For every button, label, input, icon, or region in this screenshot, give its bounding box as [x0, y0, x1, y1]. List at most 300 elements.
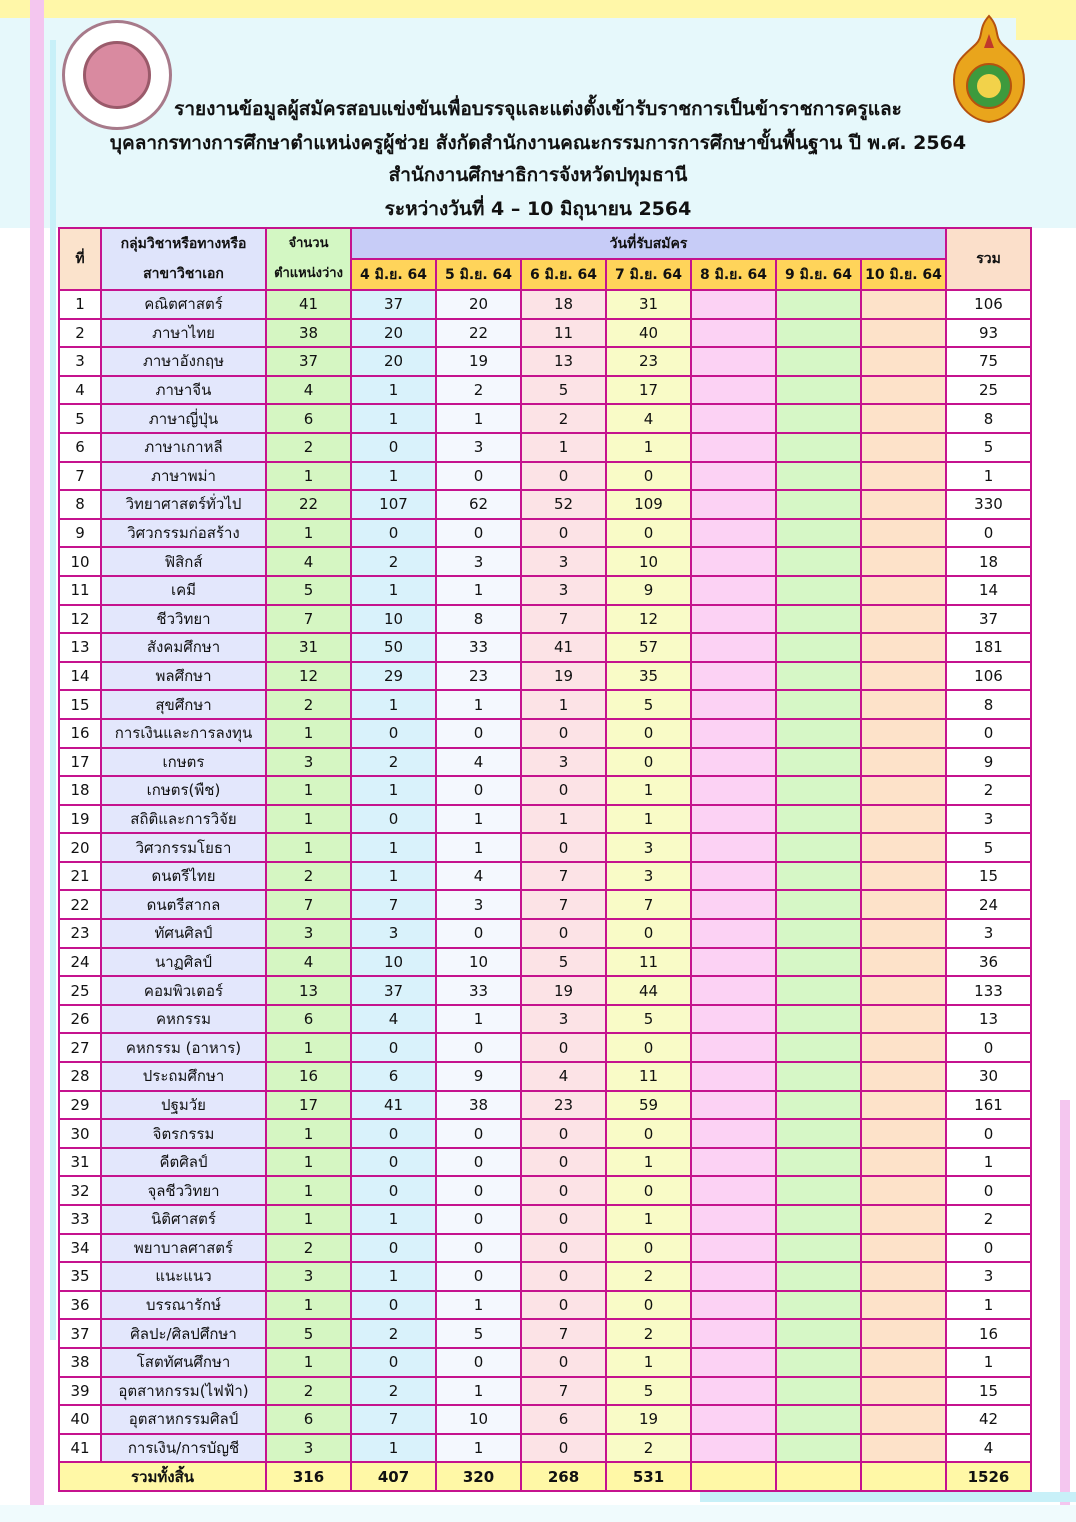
- row-day-count: 20: [436, 290, 521, 319]
- row-number: 41: [59, 1434, 101, 1463]
- row-day-count: 0: [521, 833, 606, 862]
- table-row: [59, 748, 1031, 777]
- table-row: [59, 576, 1031, 605]
- row-day-count: [861, 748, 946, 777]
- row-day-count: 0: [606, 719, 691, 748]
- table-row: [59, 376, 1031, 405]
- row-day-count: [776, 1348, 861, 1377]
- row-subject: การเงิน/การบัญชี: [101, 1434, 266, 1463]
- table-row: [59, 1148, 1031, 1177]
- row-day-count: 29: [351, 662, 436, 691]
- row-day-count: 50: [351, 633, 436, 662]
- row-total: 15: [946, 1377, 1031, 1406]
- row-day-count: [861, 1262, 946, 1291]
- header-day: 5 มิ.ย. 64: [436, 259, 521, 290]
- row-subject: คหกรรม: [101, 1005, 266, 1034]
- row-day-count: [776, 776, 861, 805]
- row-number: 11: [59, 576, 101, 605]
- table-row: [59, 1005, 1031, 1034]
- row-subject: เกษตร(พืช): [101, 776, 266, 805]
- row-number: 36: [59, 1291, 101, 1320]
- row-day-count: [861, 1377, 946, 1406]
- row-positions: 1: [266, 1176, 351, 1205]
- row-day-count: 2: [351, 1319, 436, 1348]
- header-day: 8 มิ.ย. 64: [691, 259, 776, 290]
- row-day-count: [861, 404, 946, 433]
- row-day-count: 2: [351, 547, 436, 576]
- row-day-count: [861, 1148, 946, 1177]
- row-number: 2: [59, 319, 101, 348]
- row-total: 4: [946, 1434, 1031, 1463]
- row-day-count: 107: [351, 490, 436, 519]
- row-subject: ประถมศึกษา: [101, 1062, 266, 1091]
- header-total: รวม: [946, 228, 1031, 290]
- row-subject: สถิติและการวิจัย: [101, 805, 266, 834]
- row-subject: บรรณารักษ์: [101, 1291, 266, 1320]
- row-total: 16: [946, 1319, 1031, 1348]
- header-day: 7 มิ.ย. 64: [606, 259, 691, 290]
- table-row: [59, 347, 1031, 376]
- row-total: 2: [946, 776, 1031, 805]
- row-day-count: [861, 347, 946, 376]
- row-day-count: [691, 948, 776, 977]
- row-number: 21: [59, 862, 101, 891]
- row-total: 13: [946, 1005, 1031, 1034]
- table-row: [59, 519, 1031, 548]
- table-row: [59, 1405, 1031, 1434]
- row-subject: คหกรรม (อาหาร): [101, 1033, 266, 1062]
- row-positions: 2: [266, 862, 351, 891]
- row-day-count: [691, 633, 776, 662]
- row-subject: ดนตรีไทย: [101, 862, 266, 891]
- row-day-count: 37: [351, 976, 436, 1005]
- row-day-count: 41: [351, 1091, 436, 1120]
- row-day-count: 7: [521, 862, 606, 891]
- row-subject: ภาษาเกาหลี: [101, 433, 266, 462]
- row-day-count: [776, 1062, 861, 1091]
- header-subject: [101, 228, 266, 290]
- row-number: 4: [59, 376, 101, 405]
- row-day-count: [861, 376, 946, 405]
- row-day-count: [776, 719, 861, 748]
- row-day-count: [776, 433, 861, 462]
- row-day-count: [861, 1005, 946, 1034]
- row-subject: เคมี: [101, 576, 266, 605]
- row-day-count: 0: [351, 1234, 436, 1263]
- header-application-dates: วันที่รับสมัคร: [351, 228, 946, 259]
- row-day-count: 13: [521, 347, 606, 376]
- row-positions: 1: [266, 462, 351, 491]
- row-day-count: 0: [436, 1148, 521, 1177]
- table-row: [59, 490, 1031, 519]
- header-no: ที่: [59, 228, 101, 290]
- row-day-count: [861, 290, 946, 319]
- row-day-count: 11: [606, 948, 691, 977]
- row-day-count: 1: [521, 805, 606, 834]
- row-number: 17: [59, 748, 101, 777]
- row-day-count: 52: [521, 490, 606, 519]
- row-day-count: 0: [351, 805, 436, 834]
- row-subject: การเงินและการลงทุน: [101, 719, 266, 748]
- row-day-count: [691, 1319, 776, 1348]
- row-day-count: 1: [436, 805, 521, 834]
- summary-day-count: [776, 1462, 861, 1491]
- row-day-count: [861, 547, 946, 576]
- row-day-count: [861, 605, 946, 634]
- row-total: 25: [946, 376, 1031, 405]
- row-number: 6: [59, 433, 101, 462]
- row-number: 5: [59, 404, 101, 433]
- row-subject: ภาษาอังกฤษ: [101, 347, 266, 376]
- report-office-name: สำนักงานศึกษาธิการจังหวัดปทุมธานี: [388, 164, 688, 186]
- row-day-count: 1: [436, 1291, 521, 1320]
- row-day-count: [776, 376, 861, 405]
- row-total: 18: [946, 547, 1031, 576]
- row-day-count: [861, 433, 946, 462]
- row-day-count: 4: [521, 1062, 606, 1091]
- summary-total: 1526: [946, 1462, 1031, 1491]
- row-day-count: 1: [606, 776, 691, 805]
- row-day-count: 10: [351, 948, 436, 977]
- row-day-count: 0: [606, 1234, 691, 1263]
- row-number: 34: [59, 1234, 101, 1263]
- table-row: [59, 462, 1031, 491]
- row-day-count: [861, 1319, 946, 1348]
- row-number: 40: [59, 1405, 101, 1434]
- row-day-count: 23: [606, 347, 691, 376]
- row-day-count: [861, 690, 946, 719]
- row-day-count: [776, 1176, 861, 1205]
- row-day-count: 1: [606, 1348, 691, 1377]
- row-day-count: [861, 719, 946, 748]
- row-day-count: [691, 662, 776, 691]
- row-day-count: 20: [351, 347, 436, 376]
- row-day-count: 44: [606, 976, 691, 1005]
- row-day-count: [691, 1119, 776, 1148]
- row-total: 9: [946, 748, 1031, 777]
- bg-band-bottom: [0, 1505, 1076, 1522]
- row-day-count: [776, 862, 861, 891]
- row-day-count: 2: [351, 1377, 436, 1406]
- row-day-count: 19: [521, 976, 606, 1005]
- row-subject: เกษตร: [101, 748, 266, 777]
- table-row: [59, 776, 1031, 805]
- row-day-count: 0: [436, 519, 521, 548]
- row-positions: 38: [266, 319, 351, 348]
- row-subject: อุตสาหกรรม(ไฟฟ้า): [101, 1377, 266, 1406]
- row-day-count: 0: [521, 1234, 606, 1263]
- report-title-line2: บุคลากรทางการศึกษาตำแหน่งครูผู้ช่วย สังกัดสำนักงานคณะกรรมการการศึกษาขั้นพื้นฐาน ปี พ.ศ. 2564: [109, 132, 967, 154]
- row-day-count: 17: [606, 376, 691, 405]
- row-day-count: 0: [606, 1033, 691, 1062]
- row-day-count: [691, 433, 776, 462]
- row-number: 33: [59, 1205, 101, 1234]
- row-day-count: 1: [351, 690, 436, 719]
- row-day-count: 0: [436, 1119, 521, 1148]
- row-day-count: 2: [606, 1319, 691, 1348]
- row-day-count: 0: [521, 1348, 606, 1377]
- row-day-count: [691, 833, 776, 862]
- row-day-count: [691, 805, 776, 834]
- row-day-count: 0: [436, 1234, 521, 1263]
- row-day-count: 4: [351, 1005, 436, 1034]
- row-positions: 5: [266, 576, 351, 605]
- row-number: 16: [59, 719, 101, 748]
- table-row: [59, 662, 1031, 691]
- row-day-count: 31: [606, 290, 691, 319]
- row-day-count: 20: [351, 319, 436, 348]
- row-day-count: 1: [436, 1377, 521, 1406]
- row-total: 0: [946, 1234, 1031, 1263]
- row-day-count: [861, 1033, 946, 1062]
- row-positions: 31: [266, 633, 351, 662]
- row-day-count: 0: [521, 1119, 606, 1148]
- row-day-count: [691, 290, 776, 319]
- row-day-count: [776, 290, 861, 319]
- table-row: [59, 1091, 1031, 1120]
- row-total: 0: [946, 1119, 1031, 1148]
- table-row: [59, 433, 1031, 462]
- row-day-count: [861, 1091, 946, 1120]
- row-day-count: [861, 576, 946, 605]
- row-number: 32: [59, 1176, 101, 1205]
- row-day-count: 11: [521, 319, 606, 348]
- summary-day-count: 407: [351, 1462, 436, 1491]
- row-subject: สังคมศึกษา: [101, 633, 266, 662]
- table-row: [59, 1319, 1031, 1348]
- row-day-count: 7: [606, 890, 691, 919]
- row-day-count: 1: [351, 404, 436, 433]
- row-day-count: 2: [436, 376, 521, 405]
- row-subject: พลศึกษา: [101, 662, 266, 691]
- row-positions: 1: [266, 1119, 351, 1148]
- row-day-count: [861, 633, 946, 662]
- row-day-count: 1: [606, 1148, 691, 1177]
- table-row: [59, 1176, 1031, 1205]
- row-number: 12: [59, 605, 101, 634]
- row-day-count: 41: [521, 633, 606, 662]
- row-day-count: [776, 1033, 861, 1062]
- row-positions: 1: [266, 719, 351, 748]
- row-total: 0: [946, 519, 1031, 548]
- row-subject: คอมพิวเตอร์: [101, 976, 266, 1005]
- summary-day-count: [861, 1462, 946, 1491]
- row-day-count: 0: [436, 919, 521, 948]
- row-day-count: [691, 1405, 776, 1434]
- row-day-count: 0: [521, 919, 606, 948]
- row-number: 14: [59, 662, 101, 691]
- row-day-count: 1: [351, 833, 436, 862]
- row-day-count: 3: [436, 890, 521, 919]
- row-day-count: 0: [606, 1119, 691, 1148]
- row-day-count: 1: [436, 404, 521, 433]
- row-positions: 2: [266, 690, 351, 719]
- row-day-count: 0: [606, 919, 691, 948]
- row-day-count: [776, 490, 861, 519]
- row-day-count: 1: [436, 576, 521, 605]
- row-day-count: 0: [521, 1205, 606, 1234]
- row-total: 0: [946, 1033, 1031, 1062]
- row-day-count: [691, 1205, 776, 1234]
- row-positions: 13: [266, 976, 351, 1005]
- row-day-count: 1: [436, 1005, 521, 1034]
- row-day-count: 12: [606, 605, 691, 634]
- row-day-count: [691, 890, 776, 919]
- row-day-count: [776, 976, 861, 1005]
- row-day-count: 7: [351, 890, 436, 919]
- row-subject: วิศวกรรมก่อสร้าง: [101, 519, 266, 548]
- row-number: 3: [59, 347, 101, 376]
- row-number: 24: [59, 948, 101, 977]
- row-day-count: 4: [436, 748, 521, 777]
- row-day-count: [776, 805, 861, 834]
- row-day-count: 35: [606, 662, 691, 691]
- header-day: 4 มิ.ย. 64: [351, 259, 436, 290]
- row-day-count: [776, 890, 861, 919]
- table-row: [59, 862, 1031, 891]
- row-subject: สุขศึกษา: [101, 690, 266, 719]
- row-day-count: [861, 1234, 946, 1263]
- row-positions: 7: [266, 890, 351, 919]
- row-total: 181: [946, 633, 1031, 662]
- row-day-count: 23: [436, 662, 521, 691]
- row-number: 31: [59, 1148, 101, 1177]
- row-day-count: 0: [606, 1176, 691, 1205]
- row-number: 15: [59, 690, 101, 719]
- row-day-count: 0: [351, 1176, 436, 1205]
- row-day-count: 38: [436, 1091, 521, 1120]
- table-row: [59, 948, 1031, 977]
- row-day-count: [861, 519, 946, 548]
- row-positions: 17: [266, 1091, 351, 1120]
- table-row: [59, 805, 1031, 834]
- row-day-count: [776, 690, 861, 719]
- table-row: [59, 890, 1031, 919]
- row-day-count: 0: [351, 433, 436, 462]
- header-day: 9 มิ.ย. 64: [776, 259, 861, 290]
- row-day-count: [776, 1291, 861, 1320]
- row-number: 35: [59, 1262, 101, 1291]
- row-day-count: 1: [351, 376, 436, 405]
- row-day-count: [776, 347, 861, 376]
- table-row: [59, 1234, 1031, 1263]
- row-day-count: [691, 1348, 776, 1377]
- table-row: [59, 1062, 1031, 1091]
- row-subject: อุตสาหกรรมศิลป์: [101, 1405, 266, 1434]
- row-day-count: [691, 1033, 776, 1062]
- row-day-count: [776, 633, 861, 662]
- row-day-count: 3: [436, 433, 521, 462]
- row-subject: ศิลปะ/ศิลปศึกษา: [101, 1319, 266, 1348]
- row-total: 106: [946, 662, 1031, 691]
- row-day-count: [691, 605, 776, 634]
- row-day-count: [861, 1176, 946, 1205]
- row-day-count: [776, 833, 861, 862]
- row-day-count: [861, 1291, 946, 1320]
- row-day-count: [861, 1205, 946, 1234]
- row-day-count: 3: [606, 833, 691, 862]
- row-day-count: [776, 1262, 861, 1291]
- row-day-count: 5: [606, 1005, 691, 1034]
- row-positions: 37: [266, 347, 351, 376]
- row-day-count: [691, 1434, 776, 1463]
- row-day-count: [776, 547, 861, 576]
- row-total: 1: [946, 1148, 1031, 1177]
- row-day-count: [691, 1062, 776, 1091]
- row-day-count: 0: [606, 748, 691, 777]
- table-row: [59, 547, 1031, 576]
- row-positions: 22: [266, 490, 351, 519]
- row-day-count: [861, 1434, 946, 1463]
- row-day-count: 7: [521, 1319, 606, 1348]
- row-total: 330: [946, 490, 1031, 519]
- row-total: 2: [946, 1205, 1031, 1234]
- row-positions: 2: [266, 1377, 351, 1406]
- row-number: 30: [59, 1119, 101, 1148]
- row-day-count: [861, 919, 946, 948]
- row-number: 1: [59, 290, 101, 319]
- row-day-count: [691, 576, 776, 605]
- summary-label: รวมทั้งสิ้น: [59, 1462, 266, 1491]
- row-day-count: 7: [351, 1405, 436, 1434]
- row-day-count: [776, 404, 861, 433]
- row-day-count: 7: [521, 890, 606, 919]
- row-positions: 1: [266, 1148, 351, 1177]
- summary-positions: 316: [266, 1462, 351, 1491]
- row-day-count: [691, 519, 776, 548]
- row-total: 36: [946, 948, 1031, 977]
- row-subject: วิศวกรรมโยธา: [101, 833, 266, 862]
- row-day-count: 1: [606, 433, 691, 462]
- row-total: 106: [946, 290, 1031, 319]
- row-day-count: 1: [521, 690, 606, 719]
- row-day-count: 33: [436, 976, 521, 1005]
- row-day-count: 1: [606, 1205, 691, 1234]
- row-subject: โสตทัศนศึกษา: [101, 1348, 266, 1377]
- row-day-count: 0: [521, 1176, 606, 1205]
- row-total: 42: [946, 1405, 1031, 1434]
- row-day-count: 10: [351, 605, 436, 634]
- row-day-count: [691, 1234, 776, 1263]
- row-day-count: 1: [436, 1434, 521, 1463]
- row-day-count: 62: [436, 490, 521, 519]
- header-positions-line1: จำนวน: [288, 236, 329, 251]
- row-day-count: [691, 976, 776, 1005]
- row-day-count: 5: [521, 376, 606, 405]
- table-row: [59, 1348, 1031, 1377]
- row-day-count: 1: [351, 576, 436, 605]
- table-row: [59, 976, 1031, 1005]
- row-number: 13: [59, 633, 101, 662]
- row-day-count: 33: [436, 633, 521, 662]
- row-day-count: 22: [436, 319, 521, 348]
- row-positions: 3: [266, 1434, 351, 1463]
- row-day-count: [691, 776, 776, 805]
- summary-day-count: 268: [521, 1462, 606, 1491]
- row-day-count: [691, 1005, 776, 1034]
- row-positions: 4: [266, 547, 351, 576]
- row-day-count: 7: [521, 605, 606, 634]
- row-day-count: 0: [436, 1205, 521, 1234]
- bg-stripe-bottom-cyan: [700, 1492, 1076, 1502]
- header-subject-line2: สาขาวิชาเอก: [143, 266, 224, 282]
- row-positions: 3: [266, 919, 351, 948]
- row-day-count: 0: [521, 1262, 606, 1291]
- row-day-count: [691, 1377, 776, 1406]
- row-total: 3: [946, 805, 1031, 834]
- row-day-count: [776, 319, 861, 348]
- row-day-count: [776, 662, 861, 691]
